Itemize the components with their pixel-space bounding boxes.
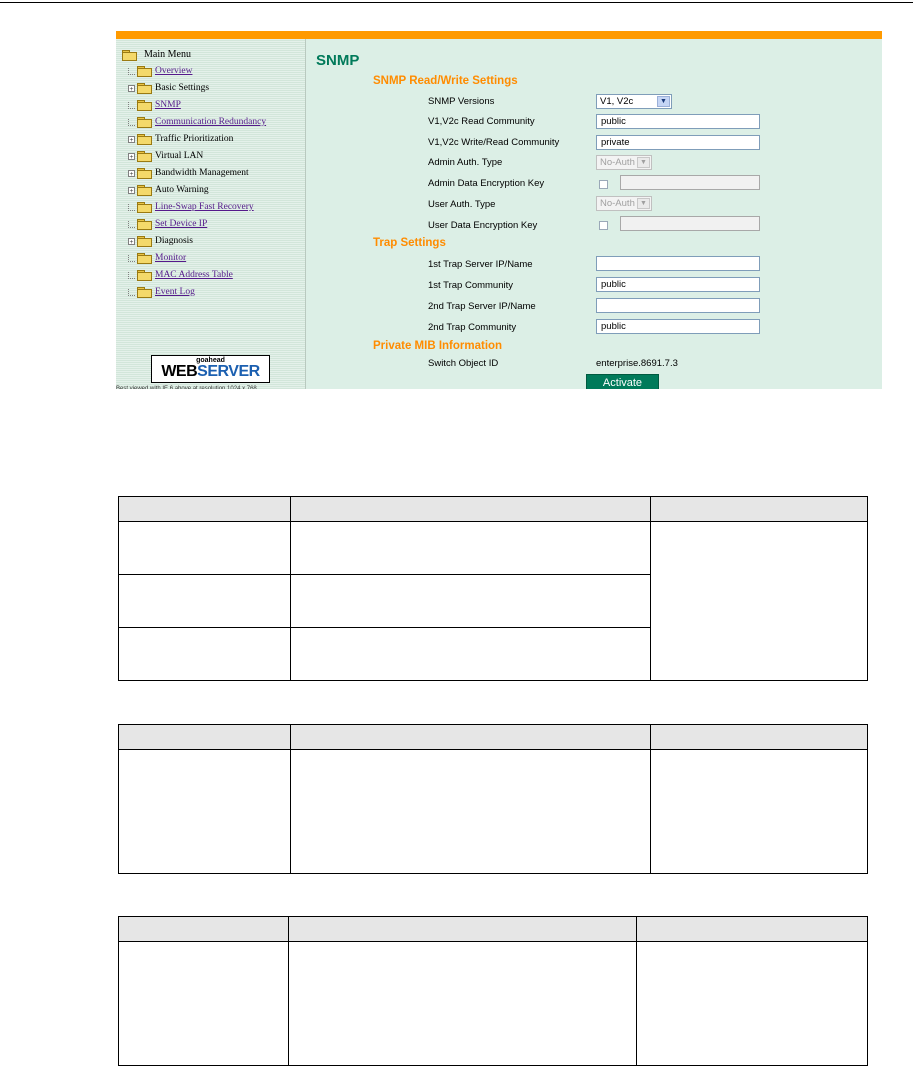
folder-icon xyxy=(137,287,151,297)
admin-enc-key-checkbox[interactable] xyxy=(599,180,608,189)
expand-plus-icon[interactable]: + xyxy=(129,169,134,178)
menu-item-auto-warning[interactable]: + Auto Warning xyxy=(129,185,209,195)
trap1-server-input[interactable] xyxy=(596,256,760,271)
menu-item-event-log[interactable]: Event Log xyxy=(128,285,195,299)
goahead-webserver-logo: goahead WEBSERVER xyxy=(151,355,270,383)
section-private-mib: Private MIB Information xyxy=(373,340,503,352)
table-header-row xyxy=(119,917,868,942)
tree-branch-icon xyxy=(128,68,135,75)
trap2-server-input[interactable] xyxy=(596,298,760,313)
folder-icon xyxy=(137,168,151,178)
folder-icon xyxy=(137,117,151,127)
main-menu-sidebar xyxy=(116,39,306,389)
table-header-cell xyxy=(289,917,637,942)
folder-icon xyxy=(137,134,151,144)
table-cell xyxy=(637,942,868,1066)
table-cell xyxy=(289,942,637,1066)
page-title: SNMP xyxy=(316,52,360,69)
table-header-row xyxy=(119,497,868,522)
read-community-input[interactable]: public xyxy=(596,114,760,129)
table-cell xyxy=(291,750,651,874)
open-folder-icon xyxy=(122,50,136,60)
admin-enc-key-input[interactable] xyxy=(620,175,760,190)
table-row xyxy=(119,750,868,874)
snmp-versions-label: SNMP Versions xyxy=(428,96,495,107)
trap1-community-input[interactable]: public xyxy=(596,277,760,292)
expand-plus-icon[interactable]: + xyxy=(129,152,134,161)
table-cell xyxy=(291,628,651,681)
sidebar-footer-note: Best viewed with IE 6 above at resolution 1024 x 768 xyxy=(116,386,257,389)
tree-branch-icon xyxy=(128,255,135,262)
table-cell xyxy=(119,750,291,874)
settings-table-3 xyxy=(118,916,868,1066)
table-cell xyxy=(291,522,651,575)
user-enc-key-label: User Data Encryption Key xyxy=(428,220,538,231)
folder-icon xyxy=(137,100,151,110)
table-cell xyxy=(119,575,291,628)
folder-icon xyxy=(137,66,151,76)
folder-icon xyxy=(137,270,151,280)
menu-item-basic-settings[interactable]: + Basic Settings xyxy=(129,83,210,93)
folder-icon xyxy=(137,202,151,212)
table-cell xyxy=(119,942,289,1066)
trap1-community-label: 1st Trap Community xyxy=(428,280,513,291)
folder-icon xyxy=(137,83,151,93)
read-community-label: V1,V2c Read Community xyxy=(428,116,535,127)
trap1-server-label: 1st Trap Server IP/Name xyxy=(428,259,533,270)
table-header-cell xyxy=(651,725,868,750)
table-header-cell xyxy=(291,497,651,522)
admin-auth-type-select[interactable]: No-Auth ▼ xyxy=(596,155,652,170)
expand-plus-icon[interactable]: + xyxy=(129,237,134,246)
table-header-cell xyxy=(119,725,291,750)
folder-icon xyxy=(137,253,151,263)
tree-branch-icon xyxy=(128,102,135,109)
chevron-down-icon[interactable]: ▼ xyxy=(657,96,670,107)
menu-item-virtual-lan[interactable]: + Virtual LAN xyxy=(129,151,204,161)
switch-object-id-value: enterprise.8691.7.3 xyxy=(596,358,678,369)
table-header-cell xyxy=(651,497,868,522)
expand-plus-icon[interactable]: + xyxy=(129,84,134,93)
write-community-input[interactable]: private xyxy=(596,135,760,150)
table-cell xyxy=(651,750,868,874)
snmp-versions-select[interactable]: V1, V2c ▼ xyxy=(596,94,672,109)
folder-icon xyxy=(137,151,151,161)
section-rw-settings: SNMP Read/Write Settings xyxy=(373,75,518,87)
table-header-cell xyxy=(119,917,289,942)
tree-branch-icon xyxy=(128,119,135,126)
menu-item-monitor[interactable]: Monitor xyxy=(128,251,186,265)
chevron-down-icon[interactable]: ▼ xyxy=(637,157,650,168)
table-header-row xyxy=(119,725,868,750)
section-trap-settings: Trap Settings xyxy=(373,237,446,249)
write-community-label: V1,V2c Write/Read Community xyxy=(428,137,560,148)
switch-object-id-label: Switch Object ID xyxy=(428,358,499,369)
page-top-rule xyxy=(0,2,913,3)
table-cell xyxy=(651,522,868,681)
trap2-community-input[interactable]: public xyxy=(596,319,760,334)
tree-branch-icon xyxy=(128,204,135,211)
menu-item-mac-address-table[interactable]: MAC Address Table xyxy=(128,268,233,282)
user-auth-type-label: User Auth. Type xyxy=(428,199,496,210)
settings-table-2 xyxy=(118,724,868,874)
user-enc-key-checkbox[interactable] xyxy=(599,221,608,230)
table-cell xyxy=(291,575,651,628)
folder-icon xyxy=(137,236,151,246)
snmp-settings-panel xyxy=(306,39,882,389)
menu-item-snmp[interactable]: SNMP xyxy=(128,98,181,112)
admin-enc-key-label: Admin Data Encryption Key xyxy=(428,178,545,189)
table-row xyxy=(119,522,868,575)
folder-icon xyxy=(137,185,151,195)
settings-table-1 xyxy=(118,496,868,681)
menu-item-overview[interactable]: Overview xyxy=(128,64,192,78)
table-header-cell xyxy=(637,917,868,942)
menu-item-bandwidth-management[interactable]: + Bandwidth Management xyxy=(129,168,249,178)
orange-header-bar xyxy=(116,31,882,39)
menu-item-set-device-ip[interactable]: Set Device IP xyxy=(128,217,207,231)
table-row xyxy=(119,942,868,1066)
trap2-server-label: 2nd Trap Server IP/Name xyxy=(428,301,536,312)
expand-plus-icon[interactable]: + xyxy=(129,135,134,144)
activate-button[interactable]: Activate xyxy=(586,374,659,389)
tree-branch-icon xyxy=(128,221,135,228)
admin-auth-type-label: Admin Auth. Type xyxy=(428,157,503,168)
table-header-cell xyxy=(119,497,291,522)
menu-item-communication-redundancy[interactable]: Communication Redundancy xyxy=(128,115,266,129)
menu-item-diagnosis[interactable]: + Diagnosis xyxy=(129,236,193,246)
chevron-down-icon[interactable]: ▼ xyxy=(637,198,650,209)
expand-plus-icon[interactable]: + xyxy=(129,186,134,195)
table-header-cell xyxy=(291,725,651,750)
main-menu-title[interactable]: Main Menu xyxy=(122,49,191,60)
trap2-community-label: 2nd Trap Community xyxy=(428,322,517,333)
user-enc-key-input[interactable] xyxy=(620,216,760,231)
table-cell xyxy=(119,522,291,575)
snmp-screenshot xyxy=(116,31,882,389)
user-auth-type-select[interactable]: No-Auth ▼ xyxy=(596,196,652,211)
tree-branch-icon xyxy=(128,289,135,296)
menu-item-line-swap-fast-recovery[interactable]: Line-Swap Fast Recovery xyxy=(128,200,254,214)
tree-branch-icon xyxy=(128,272,135,279)
menu-item-traffic-prioritization[interactable]: + Traffic Prioritization xyxy=(129,134,234,144)
table-cell xyxy=(119,628,291,681)
folder-icon xyxy=(137,219,151,229)
